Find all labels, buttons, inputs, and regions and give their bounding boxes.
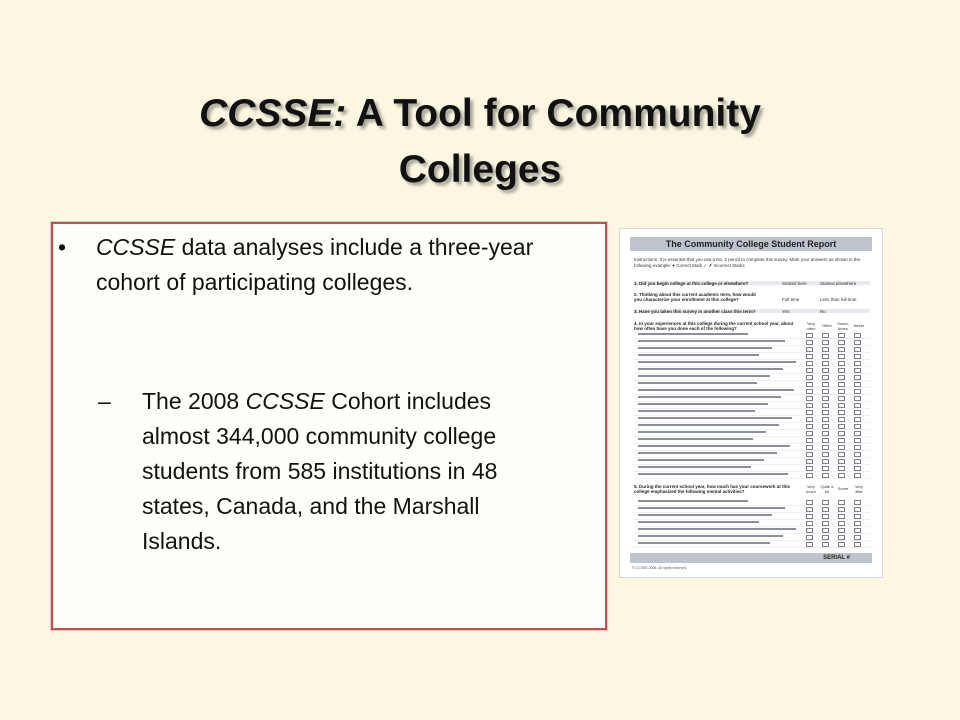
q4-items [634, 332, 870, 479]
answer-bubble [806, 417, 813, 422]
answer-bubble [838, 396, 845, 401]
answer-bubble [822, 452, 829, 457]
answer-bubble [822, 382, 829, 387]
bullet-dot: • [58, 234, 67, 260]
answer-bubble [854, 375, 861, 380]
form-item-row [634, 367, 870, 374]
answer-bubble [838, 452, 845, 457]
answer-bubble [822, 375, 829, 380]
title-rest: A Tool for Community [346, 92, 761, 135]
answer-bubble [854, 452, 861, 457]
answer-bubble [838, 354, 845, 359]
answer-bubble [822, 500, 829, 505]
answer-bubble [854, 382, 861, 387]
q2-opt-1: Full-time [782, 297, 800, 302]
answer-bubble [822, 389, 829, 394]
answer-bubble [838, 410, 845, 415]
q5-col-4: Very little [854, 484, 863, 494]
answer-bubble [838, 466, 845, 471]
answer-bubble [854, 514, 861, 519]
form-item-row [634, 360, 870, 367]
answer-bubble [806, 347, 813, 352]
form-item-row [634, 374, 870, 381]
answer-bubble [838, 528, 845, 533]
answer-bubble [838, 382, 845, 387]
answer-bubble [854, 507, 861, 512]
form-item-row [634, 451, 870, 458]
answer-bubble [822, 403, 829, 408]
bullet-text [96, 230, 566, 300]
answer-bubble [854, 459, 861, 464]
form-item-row [634, 381, 870, 388]
answer-bubble [822, 410, 829, 415]
serial-bar: SERIAL # [630, 553, 872, 563]
answer-bubble [822, 445, 829, 450]
answer-bubble [838, 333, 845, 338]
answer-bubble [806, 438, 813, 443]
form-item-row [634, 339, 870, 346]
form-item-row [634, 395, 870, 402]
answer-bubble [838, 535, 845, 540]
survey-instructions-text: Instructions: It is essential that you use a No. 2 pencil to complete this survey. Mark your answers as shown in the following example: [634, 257, 861, 268]
answer-bubble [822, 542, 829, 547]
form-item-row [634, 416, 870, 423]
answer-bubble [806, 445, 813, 450]
answer-bubble [838, 368, 845, 373]
form-item-row [634, 346, 870, 353]
answer-bubble [854, 542, 861, 547]
answer-bubble [838, 500, 845, 505]
answer-bubble [806, 466, 813, 471]
form-item-row [634, 534, 870, 541]
answer-bubble [806, 500, 813, 505]
form-item-row [634, 332, 870, 339]
answer-bubble [806, 528, 813, 533]
answer-bubble [822, 424, 829, 429]
answer-bubble [822, 438, 829, 443]
sub-bullet-text [142, 384, 554, 559]
answer-bubble [838, 417, 845, 422]
answer-bubble [822, 466, 829, 471]
title-line-2: Colleges [398, 148, 562, 191]
answer-bubble [838, 514, 845, 519]
q2: 2. Thinking about this current academic term, how would you characterize your enrollment at this college? [634, 292, 756, 302]
form-item-row [634, 437, 870, 444]
answer-bubble [806, 333, 813, 338]
answer-bubble [854, 528, 861, 533]
sub-bullet-dash: – [98, 388, 111, 414]
q4: 4. In your experiences at this college during the current school year, about how often have you done each of the following? [634, 321, 794, 331]
q2-opt-2: Less than full-time [820, 297, 857, 302]
answer-bubble [822, 340, 829, 345]
answer-bubble [822, 354, 829, 359]
bullet-italic: CCSSE [96, 234, 176, 260]
answer-bubble [822, 528, 829, 533]
form-item-row [634, 409, 870, 416]
q5-col-1: Very much [806, 484, 816, 494]
answer-bubble [806, 542, 813, 547]
answer-bubble [854, 354, 861, 359]
answer-bubble [854, 333, 861, 338]
answer-bubble [822, 417, 829, 422]
answer-bubble [838, 375, 845, 380]
answer-bubble [838, 459, 845, 464]
answer-bubble [838, 521, 845, 526]
answer-bubble [806, 473, 813, 478]
answer-bubble [838, 347, 845, 352]
answer-bubble [838, 473, 845, 478]
answer-bubble [806, 396, 813, 401]
answer-bubble [838, 431, 845, 436]
survey-instructions [634, 257, 870, 269]
answer-bubble [854, 424, 861, 429]
answer-bubble [806, 452, 813, 457]
answer-bubble [854, 361, 861, 366]
survey-form-header: The Community College Student Report [630, 237, 872, 251]
answer-bubble [854, 438, 861, 443]
answer-bubble [854, 340, 861, 345]
answer-bubble [806, 354, 813, 359]
answer-bubble [806, 403, 813, 408]
sub-italic: CCSSE [245, 388, 325, 414]
answer-bubble [822, 521, 829, 526]
answer-bubble [838, 542, 845, 547]
q4-col-2: Often [822, 323, 832, 328]
answer-bubble [854, 466, 861, 471]
answer-bubble [854, 410, 861, 415]
correct-mark-label: ● Correct Mark [672, 263, 703, 268]
answer-bubble [822, 535, 829, 540]
answer-bubble [838, 507, 845, 512]
form-item-row [634, 527, 870, 534]
answer-bubble [822, 368, 829, 373]
form-item-row [634, 423, 870, 430]
answer-bubble [822, 507, 829, 512]
answer-bubble [854, 535, 861, 540]
answer-bubble [806, 361, 813, 366]
answer-bubble [838, 340, 845, 345]
sub-part1: The 2008 [142, 388, 246, 414]
answer-bubble [822, 347, 829, 352]
answer-bubble [806, 410, 813, 415]
q5-col-2: Quite a bit [820, 484, 834, 494]
answer-bubble [806, 459, 813, 464]
answer-bubble [806, 535, 813, 540]
answer-bubble [806, 340, 813, 345]
answer-bubble [838, 438, 845, 443]
form-item-row [634, 458, 870, 465]
form-item-row [634, 520, 870, 527]
title-line-1 [0, 86, 960, 142]
form-item-row [634, 444, 870, 451]
form-item-row [634, 513, 870, 520]
answer-bubble [854, 431, 861, 436]
answer-bubble [806, 507, 813, 512]
answer-bubble [806, 375, 813, 380]
answer-bubble [838, 361, 845, 366]
answer-bubble [838, 403, 845, 408]
form-item-row [634, 499, 870, 506]
sub-part2: Cohort includes almost 344,000 community college students from 585 institutions in 48 states, Canada, and the Marshall Islands. [142, 388, 498, 554]
form-item-row [634, 430, 870, 437]
answer-bubble [854, 500, 861, 505]
slide-title [0, 86, 960, 198]
survey-form-image [619, 228, 883, 578]
answer-bubble [806, 389, 813, 394]
q5-items [634, 499, 870, 548]
answer-bubble [854, 347, 861, 352]
answer-bubble [854, 445, 861, 450]
answer-bubble [822, 431, 829, 436]
form-item-row [634, 402, 870, 409]
answer-bubble [806, 431, 813, 436]
answer-bubble [822, 333, 829, 338]
answer-bubble [822, 473, 829, 478]
incorrect-marks-label: ✓ ✗ Incorrect Marks [703, 263, 745, 268]
answer-bubble [854, 368, 861, 373]
form-item-row [634, 388, 870, 395]
q4-col-4: Never [853, 323, 865, 328]
answer-bubble [838, 424, 845, 429]
answer-bubble [822, 361, 829, 366]
form-item-row [634, 506, 870, 513]
answer-bubble [806, 514, 813, 519]
answer-bubble [806, 424, 813, 429]
answer-bubble [838, 445, 845, 450]
q4-col-1: Very often [806, 321, 816, 331]
answer-bubble [854, 396, 861, 401]
q3: 3. Have you taken this survey in another class this term? Yes No [634, 309, 826, 314]
q1: 1. Did you begin college at this college or elsewhere? Started here Started elsewhere [634, 281, 857, 286]
form-footnote: © CCSSE 2006. All rights reserved. [632, 566, 688, 570]
bullet-rest: data analyses include a three-year cohort of participating colleges. [96, 234, 534, 295]
answer-bubble [806, 368, 813, 373]
answer-bubble [854, 417, 861, 422]
answer-bubble [854, 473, 861, 478]
answer-bubble [854, 389, 861, 394]
q4-col-3: Some-times [837, 321, 849, 331]
answer-bubble [806, 382, 813, 387]
form-item-row [634, 472, 870, 479]
answer-bubble [822, 514, 829, 519]
form-item-row [634, 353, 870, 360]
q5-col-3: Some [837, 486, 849, 491]
answer-bubble [854, 403, 861, 408]
answer-bubble [822, 459, 829, 464]
answer-bubble [806, 521, 813, 526]
form-item-row [634, 541, 870, 548]
answer-bubble [822, 396, 829, 401]
title-italic: CCSSE: [199, 92, 347, 135]
answer-bubble [838, 389, 845, 394]
q5: 5. During the current school year, how much has your coursework at this college emphasized the following mental activities? [634, 484, 791, 494]
answer-bubble [854, 521, 861, 526]
form-item-row [634, 465, 870, 472]
